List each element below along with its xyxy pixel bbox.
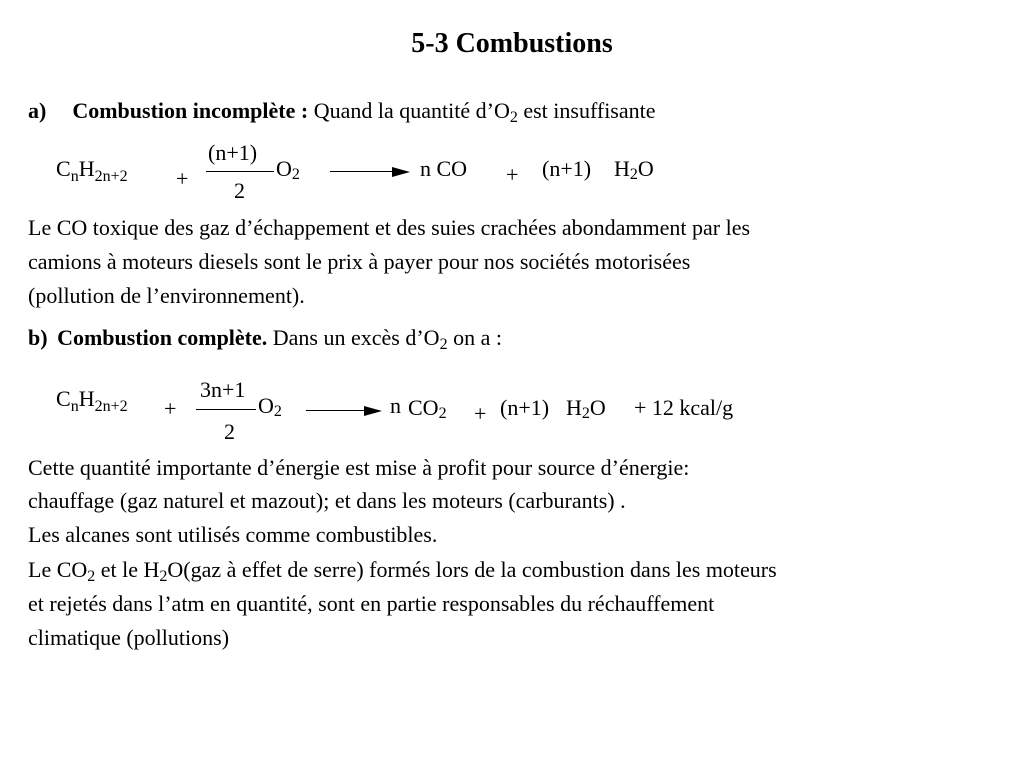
equation-b-water [566, 395, 606, 421]
paragraph-c-text-2: et le H [95, 557, 160, 582]
section-a-text: Quand la quantité d’O [313, 98, 510, 123]
equation-b-product-coefficient: n [390, 393, 401, 418]
water-subscript: 2 [581, 405, 590, 422]
page-title: 5-3 Combustions [411, 28, 613, 59]
paragraph-c-line-1 [28, 553, 777, 587]
equation-b-energy: + 12 kcal/g [634, 395, 734, 420]
paragraph-c-line-2: et rejetés dans l’atm en quantité, sont en partie responsables du réchauffement [28, 591, 715, 616]
carbon-subscript: n [70, 168, 79, 185]
carbon-symbol: C [56, 156, 71, 181]
reaction-arrowhead-b [364, 406, 382, 416]
section-a-heading [28, 94, 656, 128]
paragraph-c-line-3: climatique (pollutions) [28, 625, 230, 650]
section-b-marker: b) [28, 325, 48, 350]
oxygen-subscript: 2 [291, 166, 300, 183]
equation-a-plus-2: + [506, 162, 519, 187]
reaction-arrowhead-a [392, 167, 410, 177]
carbon-symbol: C [56, 386, 71, 411]
paragraph-c-subscript-2: 2 [159, 568, 168, 585]
paragraph-a-line-3: (pollution de l’environnement). [28, 283, 305, 308]
equation-a-product-co: n CO [420, 156, 468, 181]
hydrogen-subscript: 2n+2 [94, 398, 128, 415]
equation-b-plus-2: + [474, 401, 487, 426]
paragraph-c-subscript-1: 2 [87, 568, 96, 585]
section-b-subscript: 2 [439, 336, 448, 353]
paragraph-c-text-3: O(gaz à effet de serre) formés lors de la combustion dans les moteurs [167, 557, 777, 582]
paragraph-b-line-3: Les alcanes sont utilisés comme combustibles. [28, 522, 438, 547]
water-oxygen: O [589, 395, 606, 420]
equation-a-fraction-numerator: (n+1) [208, 140, 258, 165]
co2-subscript: 2 [438, 405, 447, 422]
equation-a-fraction-bar [206, 171, 274, 172]
equation-b-water-coefficient: (n+1) [500, 395, 550, 420]
equation-b-plus-1: + [164, 396, 177, 421]
oxygen-symbol: O [276, 156, 292, 181]
equation-a-water [614, 156, 654, 182]
hydrogen-symbol: H [78, 156, 95, 181]
equation-a-reactant [56, 156, 128, 185]
section-b-heading [28, 321, 502, 355]
equation-a-water-coefficient: (n+1) [542, 156, 592, 181]
paragraph-b-line-1: Cette quantité importante d’énergie est mise à profit pour source d’énergie: [28, 455, 690, 480]
section-b-title: Combustion complète. [57, 325, 268, 350]
hydrogen-symbol: H [78, 386, 95, 411]
equation-a-plus-1: + [176, 166, 189, 191]
oxygen-subscript: 2 [273, 403, 282, 420]
oxygen-symbol: O [258, 393, 274, 418]
hydrogen-subscript: 2n+2 [94, 168, 128, 185]
water-hydrogen: H [614, 156, 630, 181]
section-a-subscript: 2 [509, 109, 518, 126]
equation-b-product-co2 [408, 395, 447, 421]
paragraph-b-line-2: chauffage (gaz naturel et mazout); et dans les moteurs (carburants) . [28, 488, 626, 513]
section-b-text-end: on a : [447, 325, 502, 350]
paragraph-c-text-1: Le CO [28, 557, 88, 582]
equation-b-fraction-bar [196, 409, 256, 410]
water-hydrogen: H [566, 395, 582, 420]
equation-b-fraction-denominator: 2 [224, 419, 235, 444]
water-subscript: 2 [629, 166, 638, 183]
equation-b-oxygen [258, 393, 282, 419]
carbon-subscript: n [70, 398, 79, 415]
section-a-title: Combustion incomplète : [72, 98, 309, 123]
equation-b-reactant [56, 386, 128, 415]
water-oxygen: O [637, 156, 654, 181]
section-b-text: Dans un excès d’O [267, 325, 440, 350]
paragraph-a-line-2: camions à moteurs diesels sont le prix à payer pour nos sociétés motorisées [28, 249, 691, 274]
equation-b-fraction-numerator: 3n+1 [200, 377, 246, 402]
co2-symbol: CO [408, 395, 439, 420]
equation-a-fraction-denominator: 2 [234, 178, 245, 203]
section-a-text-end: est insuffisante [517, 98, 656, 123]
paragraph-a-line-1: Le CO toxique des gaz d’échappement et des suies crachées abondamment par les [28, 215, 751, 240]
equation-a-oxygen [276, 156, 300, 182]
section-a-marker: a) [28, 98, 47, 123]
